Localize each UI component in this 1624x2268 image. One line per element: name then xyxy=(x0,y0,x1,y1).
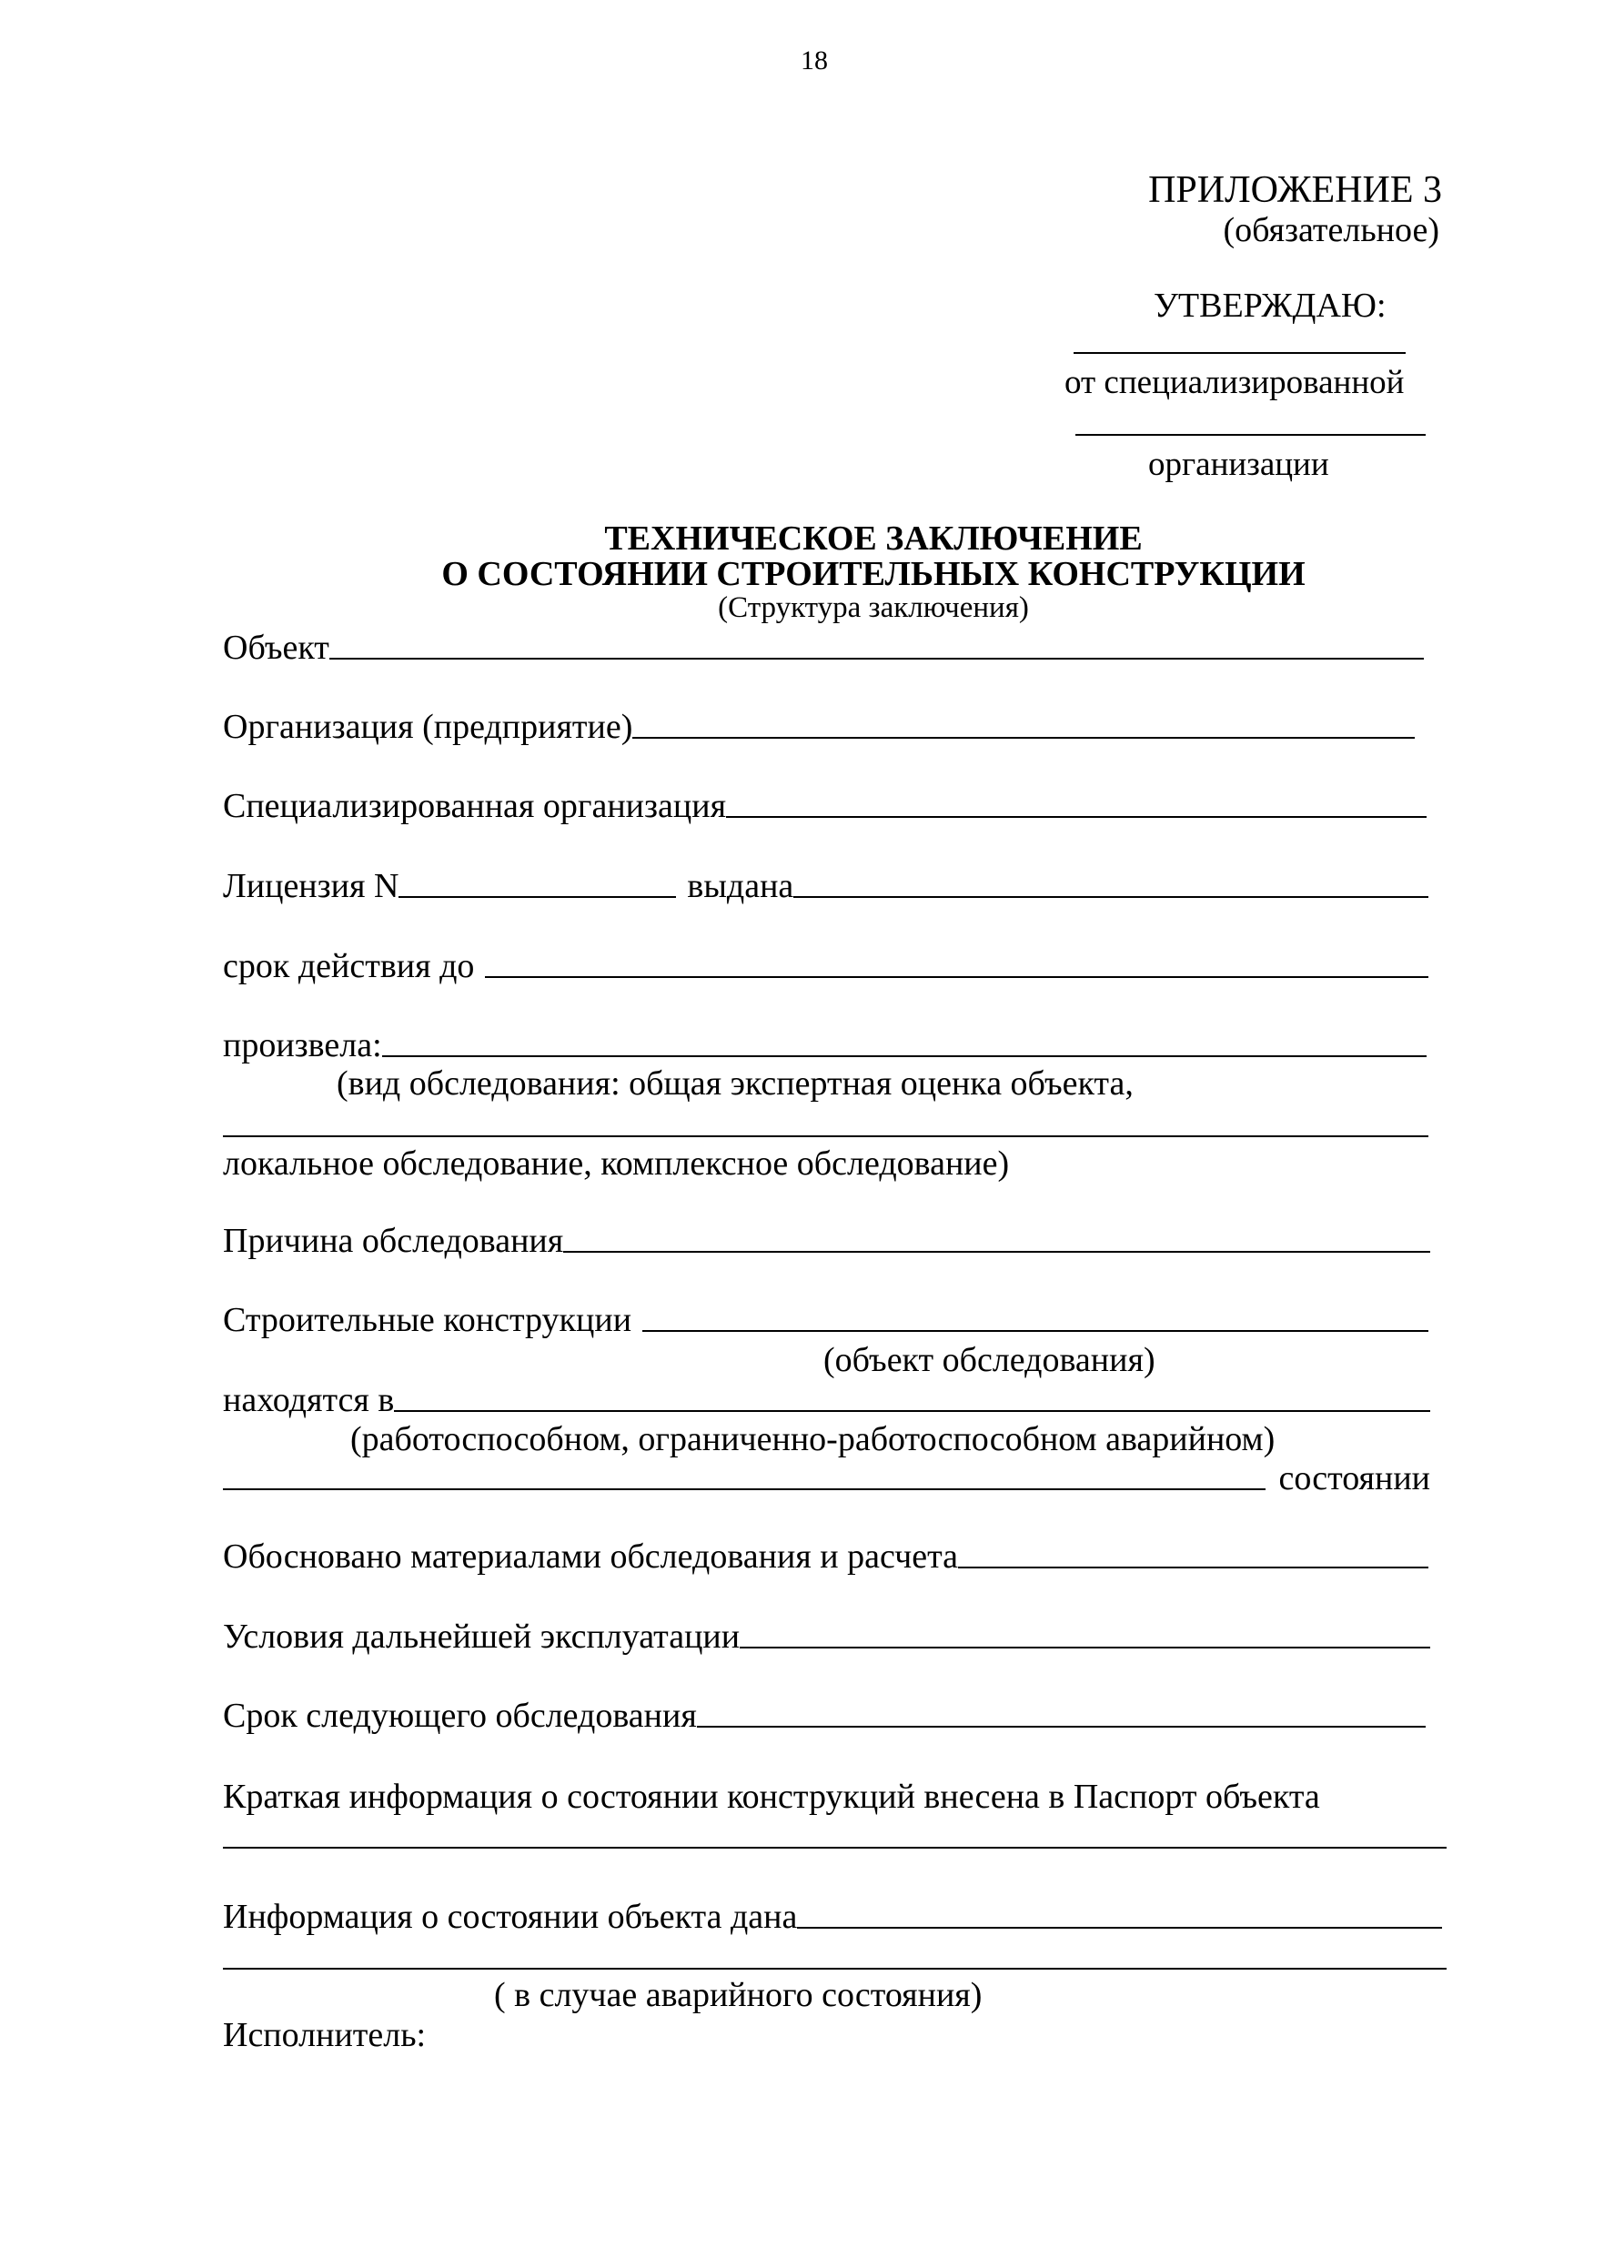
valid-until-field[interactable] xyxy=(485,976,1428,978)
brief-info-line[interactable] xyxy=(223,1847,1447,1849)
state-row xyxy=(223,1461,1430,1496)
heading-line-2: О СОСТОЯНИИ СТРОИТЕЛЬНЫХ КОНСТРУКЦИИ xyxy=(441,555,1306,593)
state-word: состоянии xyxy=(1278,1459,1430,1497)
issued-field[interactable] xyxy=(793,896,1428,898)
survey-reason-field[interactable] xyxy=(563,1251,1430,1253)
emergency-hint: ( в случае аварийного состояния) xyxy=(494,1976,983,2014)
approval-org-line[interactable] xyxy=(1075,434,1426,436)
justified-label: Обосновано материалами обследования и расчета xyxy=(223,1537,959,1576)
state-field[interactable] xyxy=(223,1488,1266,1490)
heading-line-1: ТЕХНИЧЕСКОЕ ЗАКЛЮЧЕНИЕ xyxy=(604,519,1143,558)
survey-type-line[interactable] xyxy=(223,1135,1428,1137)
located-in-field[interactable] xyxy=(394,1410,1430,1412)
organization-label: Организация (предприятие) xyxy=(223,708,633,746)
object-label: Объект xyxy=(223,629,329,667)
appendix-note: (обязательное) xyxy=(1223,211,1439,249)
survey-type-hint-1: (вид обследования: общая экспертная оценка объекта, xyxy=(337,1064,1134,1103)
specialized-org-field[interactable] xyxy=(726,816,1427,818)
info-given-field[interactable] xyxy=(797,1927,1442,1929)
approval-caption-1: от специализированной xyxy=(1064,364,1405,401)
info-given-line-2[interactable] xyxy=(223,1968,1447,1970)
justified-field[interactable] xyxy=(958,1567,1428,1568)
next-survey-field[interactable] xyxy=(697,1726,1426,1728)
performed-row xyxy=(223,1028,1427,1063)
performed-label: произвела: xyxy=(223,1026,382,1064)
justified-row xyxy=(223,1539,1428,1574)
approval-caption-2: организации xyxy=(1148,446,1329,483)
object-row xyxy=(223,630,1424,665)
constructions-row xyxy=(223,1303,1428,1337)
executor-label: Исполнитель: xyxy=(223,2016,427,2054)
organization-field[interactable] xyxy=(632,737,1415,739)
next-survey-row xyxy=(223,1698,1426,1733)
page-number: 18 xyxy=(801,45,828,76)
constructions-field[interactable] xyxy=(642,1330,1428,1332)
specialized-org-row xyxy=(223,789,1427,823)
state-hint: (работоспособном, ограниченно-работоспособном аварийном) xyxy=(350,1420,1276,1458)
heading-subtitle: (Структура заключения) xyxy=(718,591,1029,624)
survey-type-hint-2: локальное обследование, комплексное обследование) xyxy=(223,1144,1010,1183)
info-given-label: Информация о состоянии объекта дана xyxy=(223,1898,798,1936)
conditions-label: Условия дальнейшей эксплуатации xyxy=(223,1618,741,1656)
next-survey-label: Срок следующего обследования xyxy=(223,1697,697,1735)
conditions-row xyxy=(223,1619,1430,1654)
organization-row xyxy=(223,710,1415,744)
valid-until-row xyxy=(223,949,1428,983)
license-row xyxy=(223,869,1428,903)
located-in-row xyxy=(223,1383,1430,1417)
valid-until-label: срок действия до xyxy=(223,947,475,985)
survey-reason-row xyxy=(223,1224,1430,1258)
specialized-org-label: Специализированная организация xyxy=(223,787,727,825)
issued-label: выдана xyxy=(687,867,794,905)
conditions-field[interactable] xyxy=(740,1647,1430,1648)
approval-label: УТВЕРЖДАЮ: xyxy=(1154,287,1387,325)
brief-info-text: Краткая информация о состоянии конструкций внесена в Паспорт объекта xyxy=(223,1778,1320,1816)
constructions-label: Строительные конструкции xyxy=(223,1301,632,1339)
info-given-row xyxy=(223,1900,1442,1934)
performed-field[interactable] xyxy=(382,1055,1427,1057)
approval-signature-line[interactable] xyxy=(1074,352,1406,354)
appendix-title: ПРИЛОЖЕНИЕ 3 xyxy=(1148,169,1442,211)
object-field[interactable] xyxy=(329,658,1424,660)
license-number-field[interactable] xyxy=(398,896,676,898)
constructions-hint: (объект обследования) xyxy=(823,1341,1155,1379)
license-label: Лицензия N xyxy=(223,867,399,905)
located-in-label: находятся в xyxy=(223,1381,395,1419)
survey-reason-label: Причина обследования xyxy=(223,1222,564,1260)
